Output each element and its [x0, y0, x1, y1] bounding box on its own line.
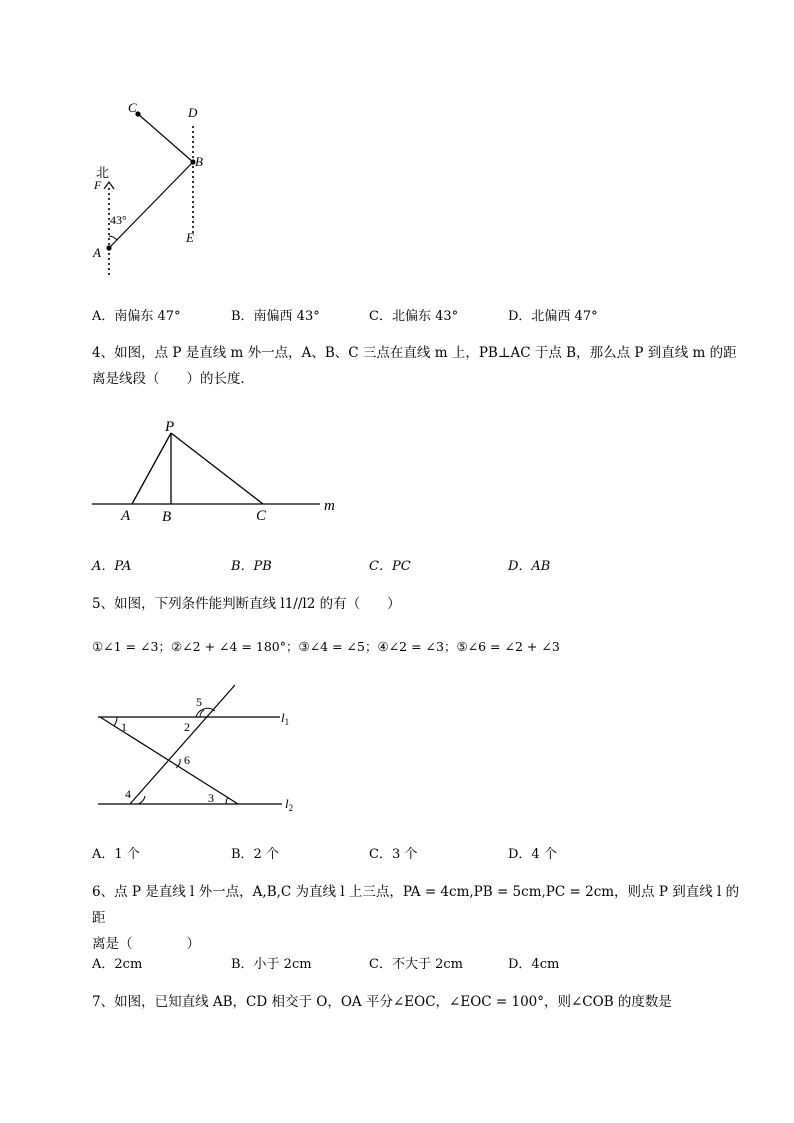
label-e: E	[186, 230, 194, 245]
q5-option-d[interactable]: D．4 个	[508, 847, 557, 862]
angle-arc	[109, 236, 117, 240]
angle-3: 3	[208, 791, 214, 805]
label-c: C	[256, 508, 267, 524]
q7-stem: 7、如图，已知直线 AB，CD 相交于 O，OA 平分∠EOC，∠EOC = 100°，则∠COB 的度数是	[92, 994, 672, 1010]
q4-option-d[interactable]: D．AB	[508, 559, 551, 574]
q4-option-c[interactable]: C．PC	[369, 559, 411, 574]
q4-option-a[interactable]: A．PA	[92, 559, 132, 574]
q6-stem	[92, 879, 742, 957]
q6-option-a[interactable]: A．2cm	[92, 957, 143, 972]
q6-option-b[interactable]: B．小于 2cm	[231, 957, 312, 972]
q4-stem	[92, 340, 742, 392]
q4-line2: 离是线段（ ）的长度．	[92, 371, 254, 387]
q3-option-b[interactable]: B．南偏西 43°	[231, 309, 320, 324]
label-d: D	[188, 105, 198, 120]
segment-pc	[171, 433, 263, 504]
q5-option-c[interactable]: C．3 个	[369, 847, 418, 862]
label-angle: 43°	[110, 213, 127, 227]
angle-1: 1	[121, 720, 127, 734]
angle-2: 2	[184, 720, 190, 734]
q4-option-b[interactable]: B．PB	[231, 559, 272, 574]
label-l1: $l_1$	[281, 710, 290, 727]
q3-option-a[interactable]: A．南偏东 47°	[92, 309, 181, 324]
q5-option-a[interactable]: A．1 个	[92, 847, 140, 862]
label-a: A	[121, 508, 131, 524]
label-f: F	[94, 178, 102, 192]
label-b: B	[162, 509, 172, 525]
q4-figure	[88, 415, 348, 527]
angle-5: 5	[196, 695, 202, 709]
angle-6: 6	[184, 753, 190, 767]
q6-option-d[interactable]: D．4cm	[508, 957, 560, 972]
transversal-2	[130, 685, 235, 804]
q4-line1: 4、如图，点 P 是直线 m 外一点，A、B、C 三点在直线 m 上，PB⊥AC 于点 B，那么点 P 到直线 m 的距	[92, 345, 737, 361]
label-b: B	[195, 154, 203, 169]
q3-figure	[88, 100, 228, 280]
q5-figure	[90, 680, 310, 815]
q5-option-b[interactable]: B．2 个	[231, 847, 279, 862]
label-m: m	[324, 498, 335, 514]
q6-line2: 离是（ ）	[92, 936, 200, 952]
q5-stem: 5、如图，下列条件能判断直线 l1//l2 的有（ ）	[92, 596, 401, 612]
angle-4: 4	[125, 787, 131, 801]
q5-conditions: ①∠1 = ∠3；②∠2 + ∠4 = 180°；③∠4 = ∠5；④∠2 = ∠3；⑤∠6 = ∠2 + ∠3	[92, 639, 560, 654]
label-l2: $l_2$	[285, 796, 294, 813]
segment-pa	[132, 433, 171, 504]
north-arrow-icon	[104, 182, 114, 189]
q3-option-c[interactable]: C．北偏东 43°	[369, 309, 459, 324]
label-north: 北	[96, 166, 110, 181]
label-p: P	[165, 419, 175, 435]
label-a: A	[93, 245, 101, 260]
q3-option-d[interactable]: D．北偏西 47°	[508, 309, 598, 324]
label-c: C	[128, 100, 137, 115]
q6-line1: 6、点 P 是直线 l 外一点，A,B,C 为直线 l 上三点，PA = 4cm,PB = 5cm,PC = 2cm，则点 P 到直线 l 的距	[92, 884, 740, 926]
q6-option-c[interactable]: C．不大于 2cm	[369, 957, 463, 972]
